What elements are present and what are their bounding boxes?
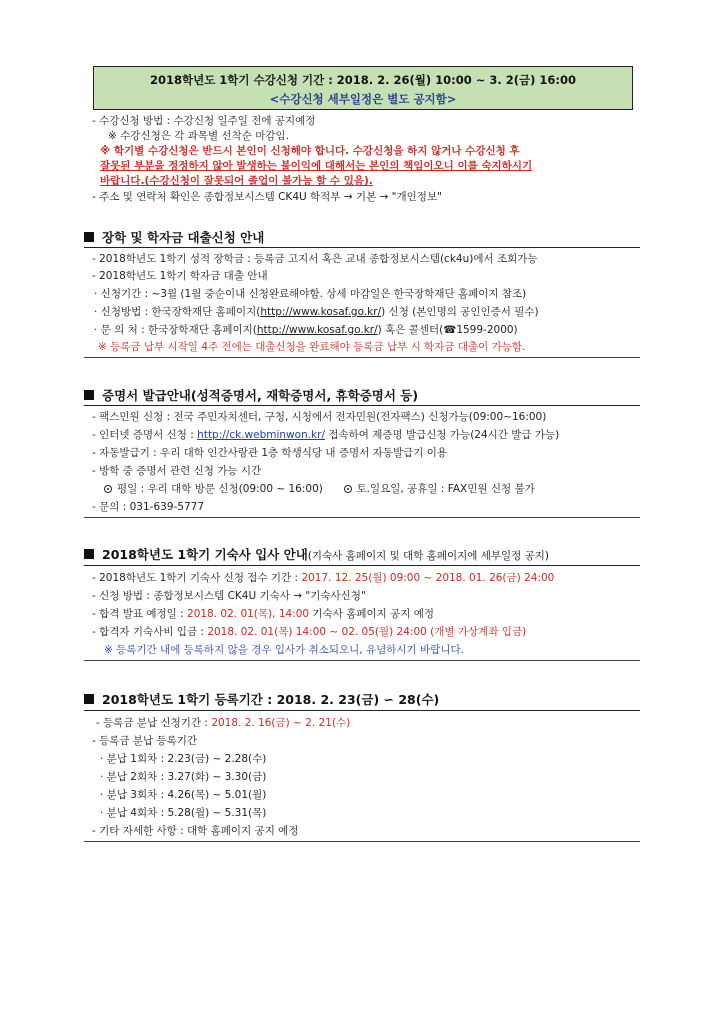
registration-item: [96, 716, 350, 730]
divider: [84, 841, 640, 842]
webminwon-link[interactable]: http://ck.webminwon.kr/: [197, 429, 325, 441]
square-bullet-icon: [84, 549, 94, 559]
circle-dot-icon: [344, 485, 352, 493]
course-reg-warning-2: 잘못된 부분을 정정하지 않아 발생하는 불이익에 대해서는 본인의 책임이오니 이를 숙지하시기: [100, 160, 533, 172]
dorm-note: ※ 등록기간 내에 등록하지 않을 경우 입사가 취소되오니, 유념하시기 바랍니다.: [104, 644, 464, 656]
certificate-item: [92, 428, 559, 442]
text: - 인터넷 증명서 신청 :: [92, 429, 198, 441]
square-bullet-icon: [84, 390, 94, 400]
circle-dot-icon: [104, 485, 112, 493]
course-reg-warning-1: ※ 학기별 수강신청은 반드시 본인이 신청해야 합니다. 수강신청을 하지 않거나 수강신청 후: [100, 145, 520, 157]
registration-heading: [84, 690, 439, 708]
scholarship-item: - 2018학년도 1학기 성적 장학금 : 등록금 고지서 혹은 교내 종합정보시스템(ck4u)에서 조회가능: [92, 253, 538, 265]
dorm-heading: [84, 545, 549, 563]
installment-round: · 분납 1회차 : 2.23(금) ~ 2.28(수): [100, 753, 267, 765]
dorm-announcement-date: 2018. 02. 01(목), 14:00: [187, 608, 310, 620]
dorm-item: [92, 607, 434, 621]
certificate-item: - 팩스민원 신청 : 전국 주민자치센터, 구청, 시청에서 전자민원(전자팩스) 신청가능(09:00~16:00): [92, 411, 547, 423]
divider: [84, 247, 640, 248]
text: - 합격 발표 예정일 :: [92, 608, 188, 620]
dorm-item: [92, 571, 554, 585]
kosaf-link[interactable]: http://www.kosaf.go.kr/: [260, 306, 382, 318]
text: · 신청방법 : 한국장학재단 홈페이지(: [94, 306, 261, 318]
course-reg-address: - 주소 및 연락처 확인은 종합정보시스템 CK4U 학적부 → 기본 → "개인정보": [92, 191, 442, 203]
registration-item: - 등록금 분납 등록기간: [92, 735, 198, 747]
scholarship-note: ※ 등록금 납부 시작일 4주 전에는 대출신청을 완료해야 등록금 납부 시 학자금 대출이 가능함.: [98, 341, 526, 353]
installment-application-period: 2018. 2. 16(금) ~ 2. 21(수): [211, 717, 351, 729]
dorm-title-note: (기숙사 홈페이지 및 대학 홈페이지에 세부일정 공지): [307, 550, 550, 562]
certificate-item: - 자동발급기 : 우리 대학 인간사랑관 1층 학생식당 내 증명서 자동발급기 이용: [92, 447, 448, 459]
dorm-application-period: 2017. 12. 25(월) 09:00 ~ 2018. 01. 26(금) 24:00: [301, 572, 555, 584]
dorm-item: [92, 625, 526, 639]
banner-title: 2018학년도 1학기 수강신청 기간 : 2018. 2. 26(월) 10:00 ∼ 3. 2(금) 16:00: [149, 73, 577, 87]
weekend-hours: 토.일요일, 공휴일 : FAX민원 신청 불가: [356, 483, 535, 495]
scholarship-item: · 신청기간 : ~3월 (1월 중순이내 신청완료해야함. 상세 마감일은 한국장학재단 홈페이지 참조): [94, 288, 527, 300]
text: - 등록금 분납 신청기간 :: [96, 717, 212, 729]
banner-subtitle: <수강신청 세부일정은 별도 공지함>: [269, 92, 457, 106]
text: · 문 의 처 : 한국장학재단 홈페이지(: [94, 324, 257, 336]
installment-round: · 분납 2회차 : 3.27(화) ~ 3.30(금): [100, 771, 267, 783]
divider: [84, 405, 640, 406]
dorm-title: 2018학년도 1학기 기숙사 입사 안내: [102, 547, 308, 562]
text: ) 신청 (본인명의 공인인증서 필수): [381, 306, 539, 318]
divider: [84, 710, 640, 711]
divider: [84, 517, 640, 518]
square-bullet-icon: [84, 232, 94, 242]
dorm-item: - 신청 방법 : 종합정보시스템 CK4U 기숙사 → "기숙사신청": [92, 590, 366, 602]
certificate-item: - 방학 중 증명서 관련 신청 가능 시간: [92, 465, 262, 477]
square-bullet-icon: [84, 694, 94, 704]
registration-item: - 기타 자세한 사항 : 대학 홈페이지 공지 예정: [92, 825, 299, 837]
course-reg-warning-3: 바랍니다.(수강신청이 잘못되어 졸업이 불가능 할 수 있음).: [100, 175, 373, 187]
course-reg-method: - 수강신청 방법 : 수강신청 일주일 전에 공지예정: [92, 115, 316, 127]
certificate-hours: [104, 482, 535, 496]
scholarship-item: - 2018학년도 1학기 학자금 대출 안내: [92, 270, 268, 282]
text: ) 혹은 콜센터(☎1599-2000): [377, 324, 518, 336]
divider: [84, 565, 640, 566]
scholarship-heading: [84, 228, 264, 246]
certificate-title: 증명서 발급안내(성적증명서, 재학증명서, 휴학증명서 등): [102, 388, 419, 403]
text: - 2018학년도 1학기 기숙사 신청 접수 기간 :: [92, 572, 302, 584]
scholarship-title: 장학 및 학자금 대출신청 안내: [102, 230, 265, 245]
divider: [84, 660, 640, 661]
installment-round: · 분납 4회차 : 5.28(월) ~ 5.31(목): [100, 807, 267, 819]
certificate-contact: - 문의 : 031-639-5777: [92, 501, 205, 513]
scholarship-item: [94, 305, 539, 319]
registration-title: 2018학년도 1학기 등록기간 : 2018. 2. 23(금) ∽ 28(수): [102, 692, 440, 707]
kosaf-link[interactable]: http://www.kosaf.go.kr/: [256, 324, 378, 336]
scholarship-item: [94, 323, 518, 337]
certificate-heading: [84, 386, 418, 404]
registration-banner: [93, 66, 633, 110]
text: 접속하여 제증명 발급신청 가능(24시간 발급 가능): [324, 429, 560, 441]
installment-round: · 분납 3회차 : 4.26(목) ~ 5.01(월): [100, 789, 267, 801]
text: 기숙사 홈페이지 공지 예정: [309, 608, 435, 620]
text: - 합격자 기숙사비 입금 :: [92, 626, 208, 638]
course-reg-note: ※ 수강신청은 각 과목별 선착순 마감임.: [108, 130, 289, 142]
weekday-hours: 평일 : 우리 대학 방문 신청(09:00 ~ 16:00): [117, 483, 323, 495]
divider: [84, 357, 640, 358]
dorm-payment-period: 2018. 02. 01(목) 14:00 ~ 02. 05(월) 24:00 (개별 가상계좌 입금): [207, 626, 527, 638]
